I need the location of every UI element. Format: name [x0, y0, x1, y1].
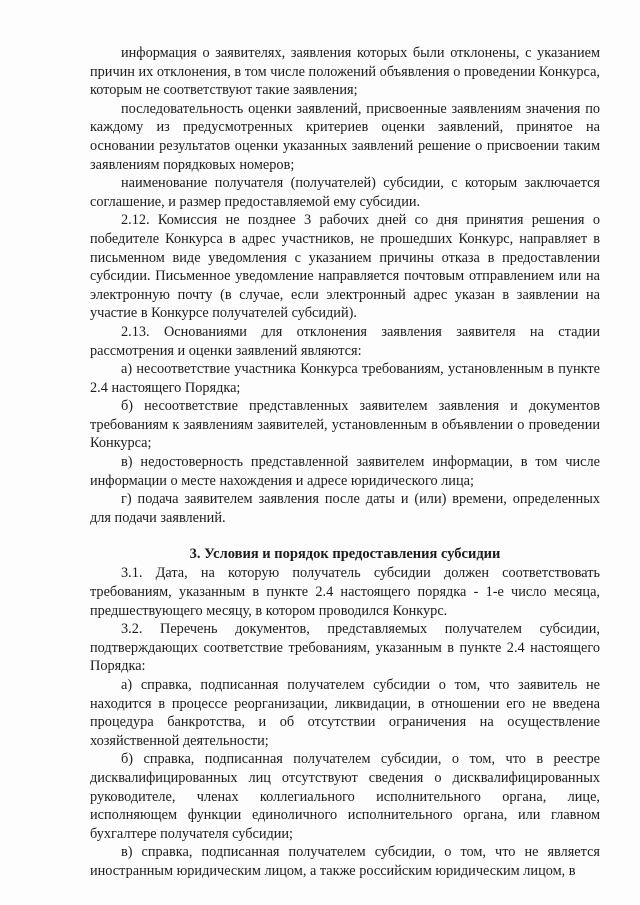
list-item-a: а) несоответствие участника Конкурса требованиям, установленным в пункте 2.4 настоящего Порядка; [90, 361, 600, 396]
paragraph-recipient-name: наименование получателя (получателей) субсидии, с которым заключается соглашение, и размер предоставляемой ему субсидии. [90, 175, 600, 210]
document-item-b: б) справка, подписанная получателем субсидии, о том, что в реестре дисквалифицированных лиц отсутствуют сведения о дисквалифицированных руководителе, членах коллегиального исполнительного органа, лице, исполняющем функции единоличного исполнительного органа, или главном бухгалтере получателя субсидии; [90, 751, 600, 842]
paragraph-2-12: 2.12. Комиссия не позднее 3 рабочих дней со дня принятия решения о победителе Конкурса в адрес участников, не прошедших Конкурс, направляет в письменном виде уведомления с указанием причины отказа в предоставлении субсидии. Письменное уведомление направляется почтовым отправлением или на электронную почту (в случае, если электронный адрес указан в заявлении на участие в Конкурсе получателей субсидий). [90, 212, 600, 322]
document-item-v: в) справка, подписанная получателем субсидии, о том, что не является иностранным юридическим лицом, а также российским юридическим лицом, в [90, 844, 600, 879]
document-item-a: а) справка, подписанная получателем субсидии о том, что заявитель не находится в процессе реорганизации, ликвидации, в отношении его не введена процедура банкротства, и об отсутствии ограничения на осуществление хозяйственной деятельности; [90, 677, 600, 749]
paragraph-evaluation-sequence: последовательность оценки заявлений, присвоенные заявлениям значения по каждому из предусмотренных критериев оценки заявлений, принятое на основании результатов оценки указанных заявлений решение о присвоении таким заявлениям порядковых номеров; [90, 100, 600, 173]
paragraph-3-2: 3.2. Перечень документов, представляемых получателем субсидии, подтверждающих соответствие требованиям, указанным в пункте 2.4 настоящего Порядка: [90, 621, 600, 675]
paragraph-rejected-applicants-info: информация о заявителях, заявления которых были отклонены, с указанием причин их отклонения, в том числе положений объявления о проведении Конкурса, которым не соответствуют такие заявления; [90, 45, 600, 99]
list-item-v: в) недостоверность представленной заявителем информации, в том числе информации о месте нахождения и адресе юридического лица; [90, 454, 600, 489]
paragraph-3-1: 3.1. Дата, на которую получатель субсидии должен соответствовать требованиям, указанным в пункте 2.4 настоящего порядка - 1-е число месяца, предшествующего месяцу, в котором проводился Конкурс. [90, 565, 600, 619]
document-body [90, 44, 600, 881]
paragraph-2-13: 2.13. Основаниями для отклонения заявления заявителя на стадии рассмотрения и оценки заявлений являются: [90, 323, 600, 359]
list-item-g: г) подача заявителем заявления после даты и (или) времени, определенных для подачи заявлений. [90, 491, 600, 526]
list-item-b: б) несоответствие представленных заявителем заявления и документов требованиям к заявлениям заявителей, установленным в объявлении о проведении Конкурса; [90, 398, 600, 452]
section-heading: 3. Условия и порядок предоставления субсидии [189, 546, 501, 563]
